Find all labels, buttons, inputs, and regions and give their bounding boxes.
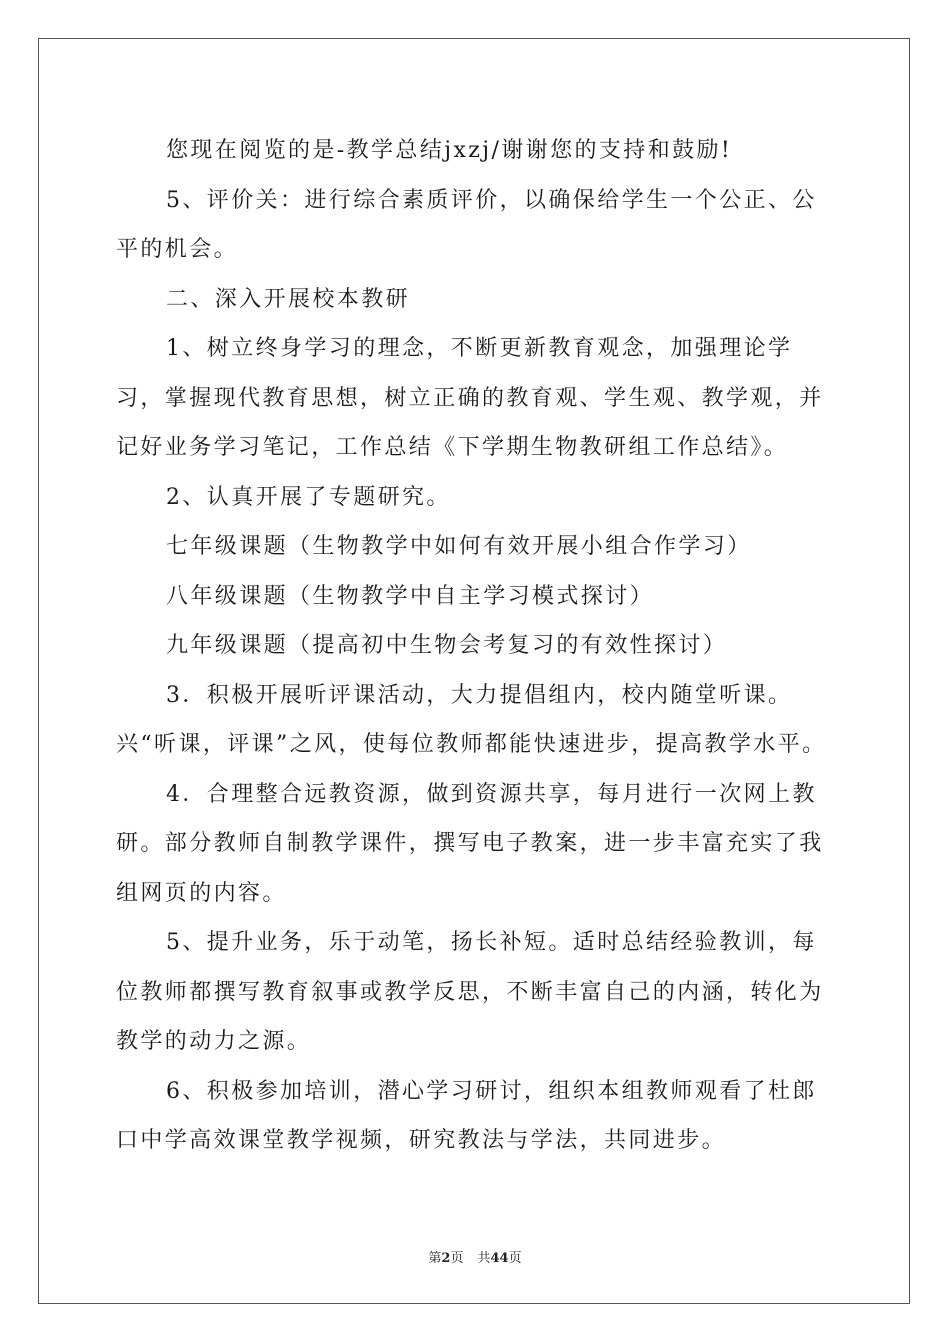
- paragraph-item-4: 4．合理整合远教资源，做到资源共享，每月进行一次网上教研。部分教师自制教学课件，撰写电子教案，进一步丰富充实了我组网页的内容。: [116, 781, 824, 906]
- page-footer: [0, 1247, 950, 1266]
- total-pages: 44: [490, 1251, 509, 1266]
- topic-grade-7: 七年级课题（生物教学中如何有效开展小组合作学习）: [166, 534, 752, 559]
- topic-grade-9: 九年级课题（提高初中生物会考复习的有效性探讨）: [166, 633, 728, 658]
- section-heading-2: 二、深入开展校本教研: [166, 286, 411, 312]
- document-body: [116, 126, 840, 1166]
- paragraph-item-1: 1、树立终身学习的理念，不断更新教育观念，加强理论学习，掌握现代教育思想，树立正确的教育观、学生观、教学观，并记好业务学习笔记，工作总结《下学期生物教研组工作总结》。: [116, 336, 824, 460]
- total-suffix: 页: [508, 1251, 522, 1266]
- paragraph-evaluation: 5、评价关：进行综合素质评价，以确保给学生一个公正、公平的机会。: [116, 187, 817, 262]
- page-number: 2: [441, 1251, 451, 1266]
- paragraph-item-2: 2、认真开展了专题研究。: [166, 484, 451, 510]
- paragraph-intro: 您现在阅览的是-教学总结jxzj/谢谢您的支持和鼓励!: [166, 138, 733, 163]
- paragraph-item-3: 3．积极开展听评课活动，大力提倡组内，校内随堂听课。兴“听课，评课”之风，使每位教师都能快速进步，提高教学水平。: [116, 682, 827, 757]
- page-suffix: 页: [450, 1251, 464, 1266]
- paragraph-item-5: 5、提升业务，乐于动笔，扬长补短。适时总结经验教训，每位教师都撰写教育叙事或教学反思，不断丰富自己的内涵，转化为教学的动力之源。: [116, 930, 824, 1054]
- topic-grade-8: 八年级课题（生物教学中自主学习模式探讨）: [166, 583, 655, 609]
- paragraph-item-6: 6、积极参加培训，潜心学习研讨，组织本组教师观看了杜郎口中学高效课堂教学视频，研究教法与学法，共同进步。: [116, 1078, 817, 1153]
- page-prefix: 第: [428, 1251, 442, 1266]
- total-prefix: 共: [477, 1251, 491, 1266]
